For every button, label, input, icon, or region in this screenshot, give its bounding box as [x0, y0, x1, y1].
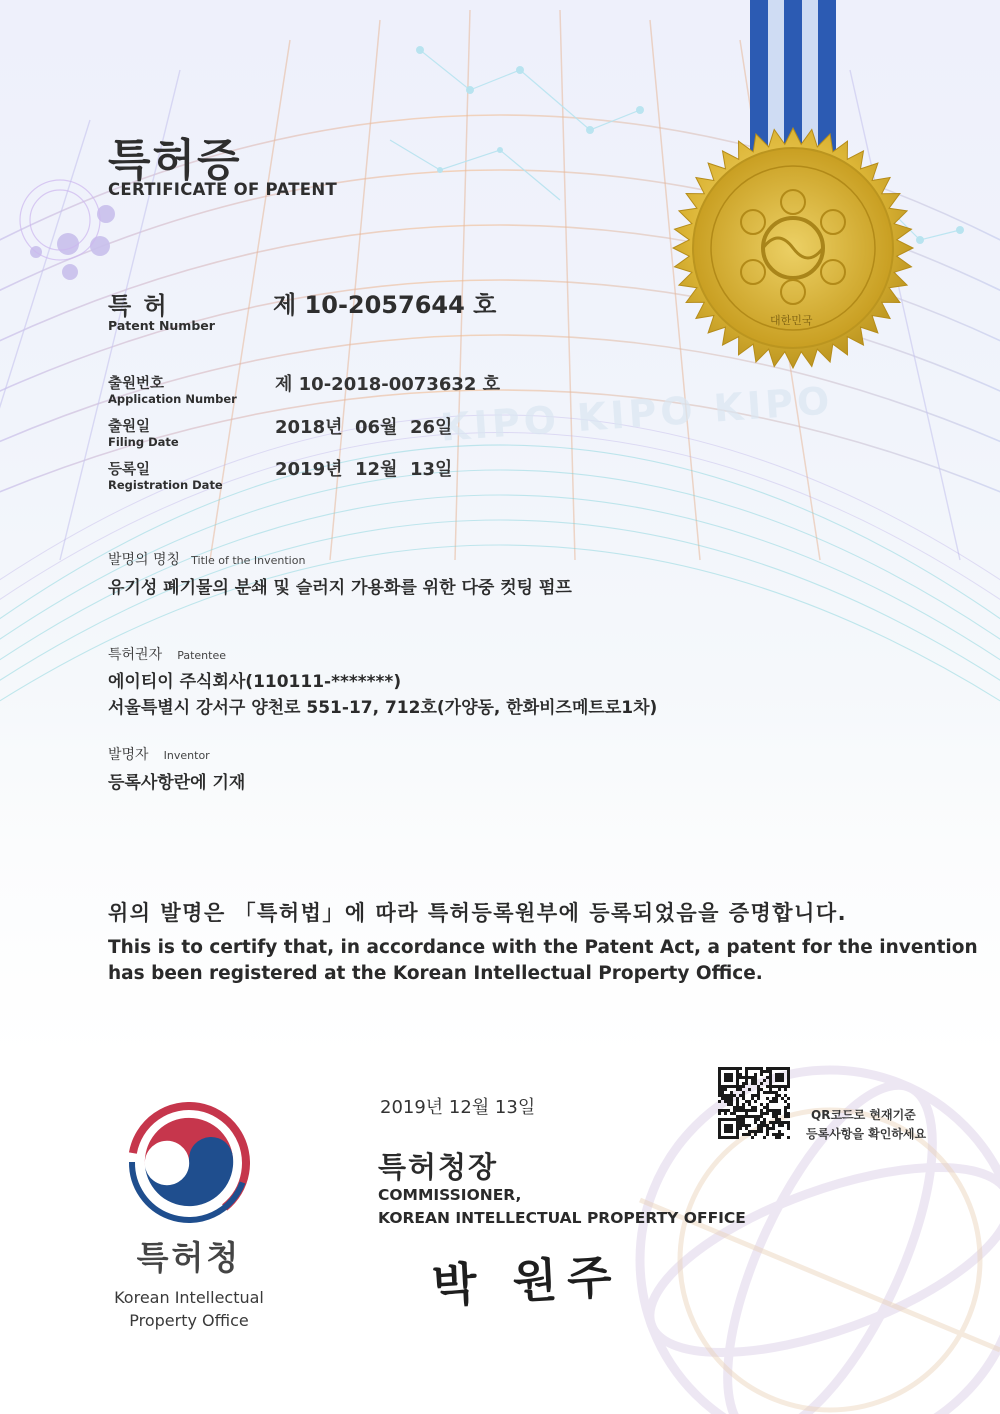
issue-date: 2019년 12월 13일: [380, 1097, 536, 1118]
application-number-label-en: Application Number: [108, 392, 237, 406]
invention-label-en: Title of the Invention: [191, 554, 306, 567]
patentee-label: [108, 644, 226, 664]
gold-seal: [673, 128, 913, 368]
patentee-address: 서울특별시 강서구 양천로 551-17, 712호(가양동, 한화비즈메트로1차): [108, 698, 658, 718]
registration-date-label-ko: 등록일: [108, 462, 151, 478]
qr-caption-line1: QR코드로 현재기준: [811, 1108, 916, 1122]
kipo-name-en-line1: Korean Intellectual: [114, 1288, 264, 1307]
commissioner-title-ko: 특허청장: [378, 1150, 499, 1184]
application-number-value: 제 10-2018-0073632 호: [275, 374, 501, 395]
patentee-label-en: Patentee: [177, 649, 226, 662]
commissioner-title-en-line1: COMMISSIONER,: [378, 1186, 522, 1204]
certificate-title-ko: 특허증: [108, 135, 242, 186]
kipo-logo-icon: [128, 1102, 250, 1224]
inventor-value: 등록사항란에 기재: [108, 773, 246, 793]
qr-code: [718, 1067, 790, 1139]
kipo-name-ko: 특허청: [136, 1238, 242, 1277]
commissioner-title-en-line2: KOREAN INTELLECTUAL PROPERTY OFFICE: [378, 1209, 746, 1227]
patent-number-label-ko: 특 허: [108, 292, 169, 320]
inventor-label-ko: 발명자: [108, 747, 149, 763]
certificate-title-en: CERTIFICATE OF PATENT: [108, 180, 338, 199]
seal-text: 대한민국: [770, 314, 813, 327]
patent-number-label-en: Patent Number: [108, 318, 215, 333]
inventor-label-en: Inventor: [163, 749, 210, 762]
filing-date-label-ko: 출원일: [108, 419, 151, 435]
invention-title: 유기성 폐기물의 분쇄 및 슬러지 가용화를 위한 다중 컷팅 펌프: [108, 578, 572, 598]
patentee-name: 에이티이 주식회사(110111-*******): [108, 672, 402, 692]
filing-date-value: 2018년 06월 26일: [275, 417, 453, 438]
registration-date-value: 2019년 12월 13일: [275, 459, 453, 480]
declaration-korean: 위의 발명은 「특허법」에 따라 특허등록원부에 등록되었음을 증명합니다.: [108, 901, 848, 925]
invention-label-ko: 발명의 명칭: [108, 552, 181, 568]
invention-label: [108, 549, 305, 569]
declaration-english-line2: has been registered at the Korean Intellectual Property Office.: [108, 963, 763, 984]
patentee-label-ko: 특허권자: [108, 647, 163, 663]
patent-number-value: 제 10-2057644 호: [273, 291, 497, 319]
commissioner-signature: 박 원주: [430, 1249, 623, 1313]
declaration-english-line1: This is to certify that, in accordance with the Patent Act, a patent for the invention: [108, 937, 978, 958]
application-number-label-ko: 출원번호: [108, 376, 165, 392]
qr-caption-line2: 등록사항을 확인하세요: [806, 1127, 927, 1141]
registration-date-label-en: Registration Date: [108, 478, 223, 492]
inventor-label: [108, 744, 210, 764]
kipo-name-en-line2: Property Office: [129, 1311, 249, 1330]
kipo-watermark: KIPO KIPO KIPO: [438, 378, 835, 450]
filing-date-label-en: Filing Date: [108, 435, 179, 449]
